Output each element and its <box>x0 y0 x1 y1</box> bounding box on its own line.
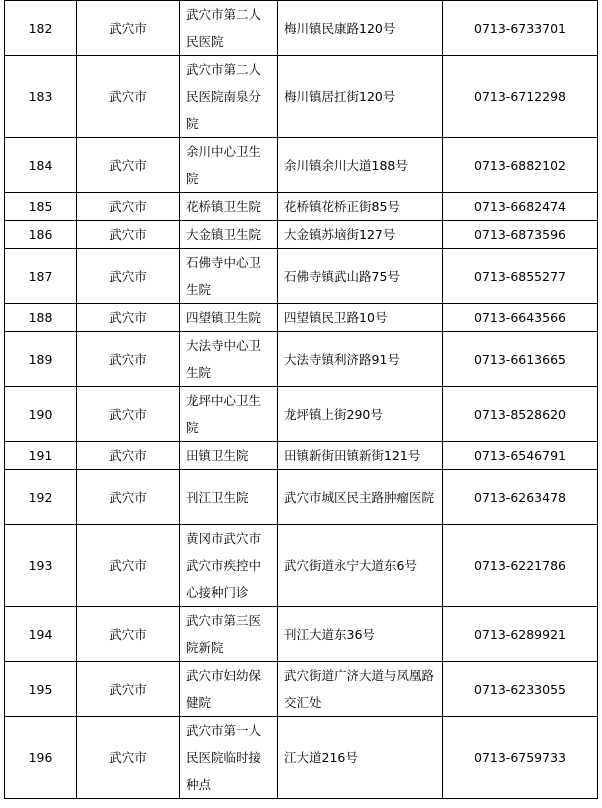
row-number: 185 <box>5 193 77 221</box>
table-row <box>5 442 598 470</box>
address-cell: 余川镇余川大道188号 <box>278 138 443 193</box>
site-name-cell: 武穴市第二人民医院 <box>180 1 278 56</box>
phone-cell: 0713-6873596 <box>443 221 598 249</box>
city-cell: 武穴市 <box>77 56 180 138</box>
phone-cell: 0713-6546791 <box>443 442 598 470</box>
row-number: 192 <box>5 470 77 525</box>
table-body <box>5 1 598 799</box>
phone-cell: 0713-6289921 <box>443 607 598 662</box>
site-name-cell: 龙坪中心卫生院 <box>180 387 278 442</box>
address-cell: 石佛寺镇武山路75号 <box>278 249 443 304</box>
city-cell: 武穴市 <box>77 442 180 470</box>
phone-cell: 0713-6221786 <box>443 525 598 607</box>
table-row <box>5 249 598 304</box>
city-cell: 武穴市 <box>77 221 180 249</box>
phone-cell: 0713-6233055 <box>443 662 598 717</box>
phone-cell: 0713-6882102 <box>443 138 598 193</box>
address-cell: 武穴街道永宁大道东6号 <box>278 525 443 607</box>
city-cell: 武穴市 <box>77 607 180 662</box>
phone-cell: 0713-6855277 <box>443 249 598 304</box>
row-number: 190 <box>5 387 77 442</box>
city-cell: 武穴市 <box>77 249 180 304</box>
table-row <box>5 525 598 607</box>
table-row <box>5 138 598 193</box>
phone-cell: 0713-6759733 <box>443 717 598 799</box>
row-number: 186 <box>5 221 77 249</box>
vaccination-sites-table <box>4 0 598 799</box>
row-number: 194 <box>5 607 77 662</box>
address-cell: 武穴街道广济大道与凤凰路交汇处 <box>278 662 443 717</box>
row-number: 189 <box>5 332 77 387</box>
site-name-cell: 武穴市第二人民医院南泉分院 <box>180 56 278 138</box>
site-name-cell: 刊江卫生院 <box>180 470 278 525</box>
table-row <box>5 332 598 387</box>
site-name-cell: 武穴市第三医院新院 <box>180 607 278 662</box>
row-number: 195 <box>5 662 77 717</box>
row-number: 188 <box>5 304 77 332</box>
site-name-cell: 石佛寺中心卫生院 <box>180 249 278 304</box>
phone-cell: 0713-6643566 <box>443 304 598 332</box>
city-cell: 武穴市 <box>77 662 180 717</box>
site-name-cell: 四望镇卫生院 <box>180 304 278 332</box>
phone-cell: 0713-6263478 <box>443 470 598 525</box>
address-cell: 田镇新街田镇新街121号 <box>278 442 443 470</box>
table-row <box>5 607 598 662</box>
address-cell: 梅川镇居扛街120号 <box>278 56 443 138</box>
table-row <box>5 717 598 799</box>
row-number: 187 <box>5 249 77 304</box>
site-name-cell: 黄冈市武穴市武穴市疾控中心接种门诊 <box>180 525 278 607</box>
city-cell: 武穴市 <box>77 138 180 193</box>
row-number: 193 <box>5 525 77 607</box>
table-row <box>5 387 598 442</box>
address-cell: 梅川镇民康路120号 <box>278 1 443 56</box>
site-name-cell: 大金镇卫生院 <box>180 221 278 249</box>
phone-cell: 0713-8528620 <box>443 387 598 442</box>
address-cell: 刊江大道东36号 <box>278 607 443 662</box>
table-row <box>5 221 598 249</box>
phone-cell: 0713-6682474 <box>443 193 598 221</box>
address-cell: 江大道216号 <box>278 717 443 799</box>
table-row <box>5 1 598 56</box>
city-cell: 武穴市 <box>77 717 180 799</box>
site-name-cell: 大法寺中心卫生院 <box>180 332 278 387</box>
address-cell: 武穴市城区民主路肿瘤医院 <box>278 470 443 525</box>
city-cell: 武穴市 <box>77 332 180 387</box>
row-number: 184 <box>5 138 77 193</box>
city-cell: 武穴市 <box>77 1 180 56</box>
table-row <box>5 662 598 717</box>
phone-cell: 0713-6712298 <box>443 56 598 138</box>
city-cell: 武穴市 <box>77 525 180 607</box>
site-name-cell: 武穴市第一人民医院临时接种点 <box>180 717 278 799</box>
row-number: 183 <box>5 56 77 138</box>
address-cell: 大金镇苏垴街127号 <box>278 221 443 249</box>
row-number: 191 <box>5 442 77 470</box>
table-row <box>5 56 598 138</box>
city-cell: 武穴市 <box>77 193 180 221</box>
address-cell: 四望镇民卫路10号 <box>278 304 443 332</box>
address-cell: 花桥镇花桥正街85号 <box>278 193 443 221</box>
address-cell: 大法寺镇利济路91号 <box>278 332 443 387</box>
phone-cell: 0713-6613665 <box>443 332 598 387</box>
address-cell: 龙坪镇上街290号 <box>278 387 443 442</box>
table-row <box>5 304 598 332</box>
table-row <box>5 193 598 221</box>
city-cell: 武穴市 <box>77 470 180 525</box>
city-cell: 武穴市 <box>77 387 180 442</box>
row-number: 196 <box>5 717 77 799</box>
site-name-cell: 田镇卫生院 <box>180 442 278 470</box>
site-name-cell: 花桥镇卫生院 <box>180 193 278 221</box>
phone-cell: 0713-6733701 <box>443 1 598 56</box>
site-name-cell: 武穴市妇幼保健院 <box>180 662 278 717</box>
row-number: 182 <box>5 1 77 56</box>
site-name-cell: 余川中心卫生院 <box>180 138 278 193</box>
city-cell: 武穴市 <box>77 304 180 332</box>
table-row <box>5 470 598 525</box>
